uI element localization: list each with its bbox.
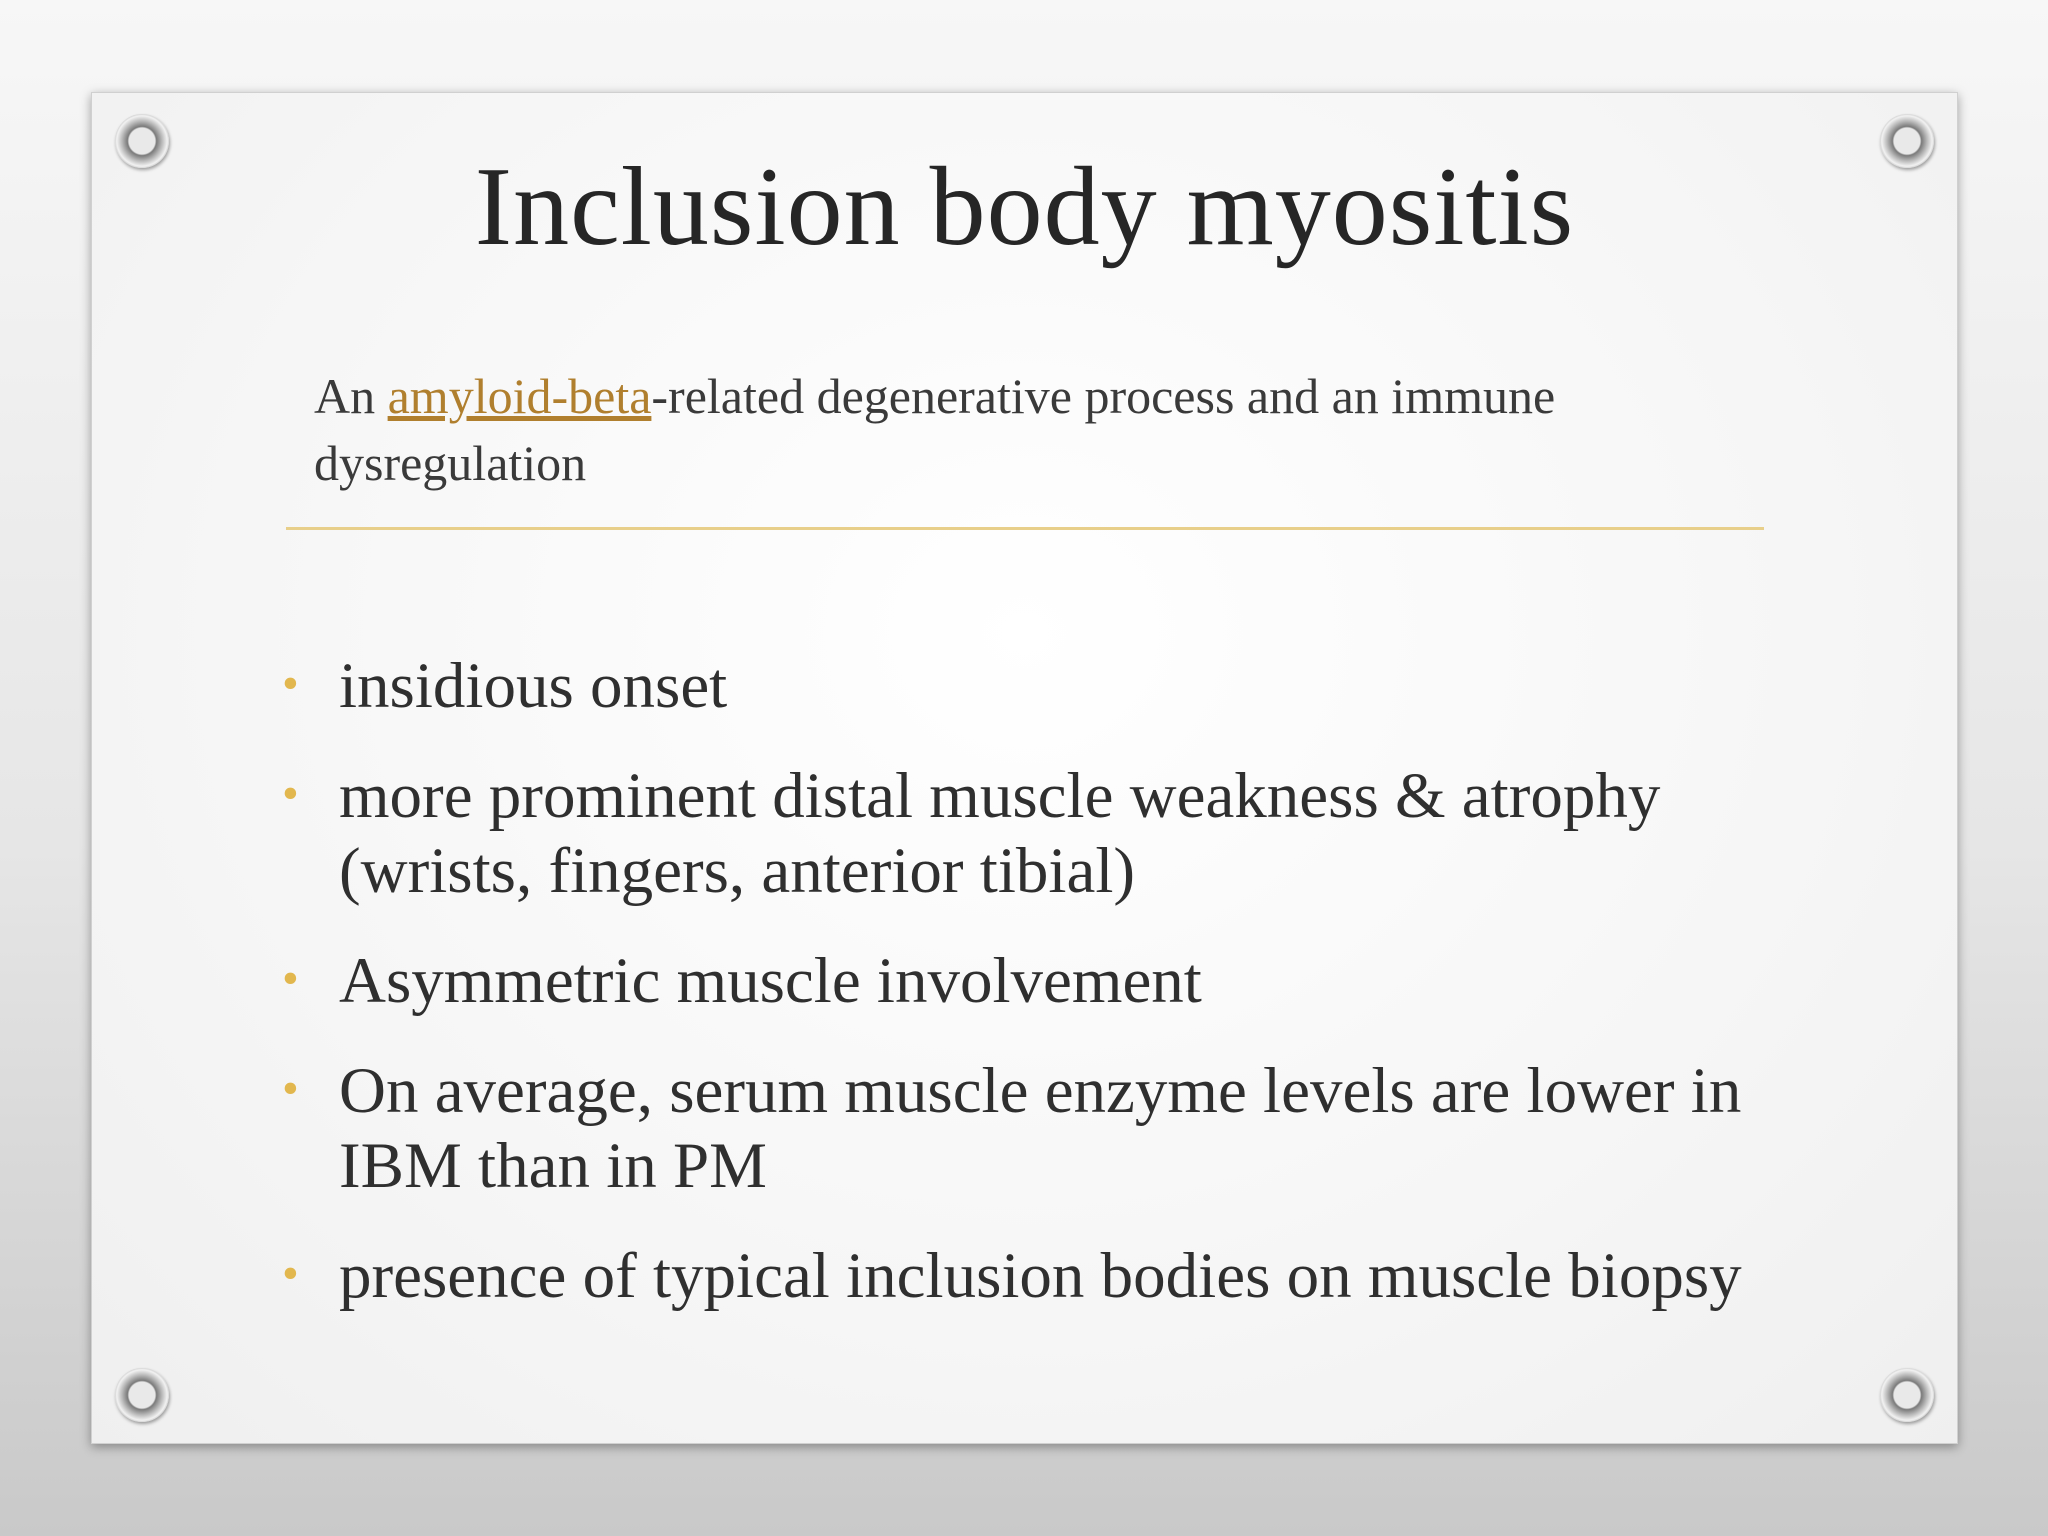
bullet-item — [282, 1054, 1842, 1204]
subtitle-prefix: An — [314, 368, 388, 424]
grommet-bottom-left-icon — [115, 1368, 169, 1422]
grommet-bottom-right-icon — [1880, 1368, 1934, 1422]
bullet-text: more prominent distal muscle weakness & atrophy (wrists, fingers, anterior tibial) — [339, 760, 1661, 907]
bullet-text: On average, serum muscle enzyme levels are lower in IBM than in PM — [339, 1055, 1742, 1202]
bullet-item — [282, 1239, 1842, 1314]
bullet-text: presence of typical inclusion bodies on muscle biopsy — [339, 1240, 1742, 1312]
slide-title: Inclusion body myositis — [474, 145, 1575, 269]
bullet-item — [282, 944, 1842, 1019]
bullet-dot-icon: • — [282, 952, 299, 1005]
bullet-dot-icon: • — [282, 1247, 299, 1300]
bullet-dot-icon: • — [282, 657, 299, 710]
bullet-list — [282, 649, 1842, 1349]
bullet-dot-icon: • — [282, 767, 299, 820]
bullet-text: insidious onset — [339, 650, 728, 722]
title-divider — [286, 527, 1764, 530]
bullet-item — [282, 759, 1842, 909]
subtitle-suffix: -related degenerative process and an immune dysregulation — [314, 368, 1556, 491]
bullet-item — [282, 649, 1842, 724]
bullet-text: Asymmetric muscle involvement — [339, 945, 1202, 1017]
amyloid-beta-link[interactable]: amyloid-beta — [387, 368, 652, 424]
slide-subtitle — [314, 363, 1694, 497]
slide-frame — [91, 92, 1958, 1444]
bullet-dot-icon: • — [282, 1062, 299, 1115]
